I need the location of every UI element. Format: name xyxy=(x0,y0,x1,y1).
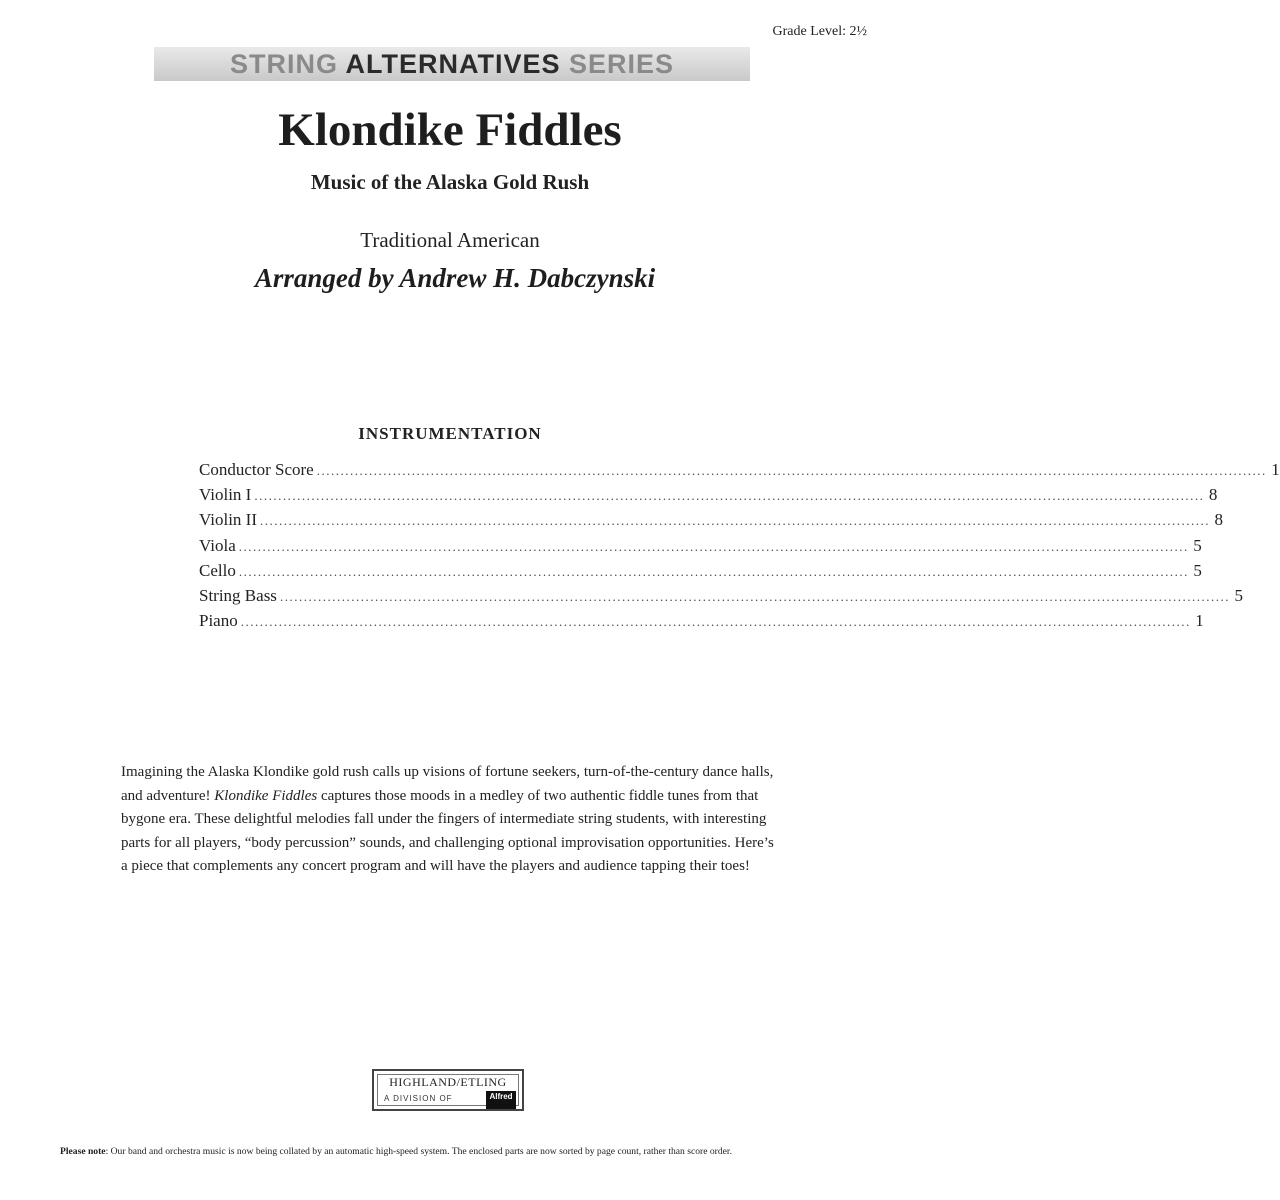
dot-leader: ........................................................................................................................................................................................................ xyxy=(260,513,1210,529)
dot-leader: ........................................................................................................................................................................................................ xyxy=(238,538,1189,554)
description-text-end: captures those moods in a medley of two authentic fiddle tunes from that bygone era. These delightful melodies fall under the fingers of intermediate string students, with interesting parts for all players, “body percussion” sounds, and challenging optional improvisation opportunities. Here’s a piece that complements any concert program and will have the players and audience tapping their toes! xyxy=(121,787,774,875)
piece-subtitle: Music of the Alaska Gold Rush xyxy=(310,170,590,194)
publisher-division: A DIVISION OF xyxy=(384,1094,453,1103)
instrument-count: 1 xyxy=(1195,611,1204,631)
footer-note xyxy=(60,1146,860,1157)
publisher-logo xyxy=(372,1069,524,1111)
instrument-row xyxy=(199,510,1223,535)
instrument-row xyxy=(199,485,1218,510)
instrument-count: 5 xyxy=(1193,535,1202,555)
series-word-string: STRING xyxy=(229,49,346,79)
footer-note-text: : Our band and orchestra music is now being collated by an automatic high-speed system. The enclosed parts are now sorted by page count, rather than score order. xyxy=(105,1146,732,1157)
piece-tradition: Traditional American xyxy=(360,228,540,252)
piece-title: Klondike Fiddles xyxy=(278,104,622,156)
instrument-count: 1 xyxy=(1271,460,1280,479)
alfred-logo-icon: Alfred xyxy=(486,1091,516,1109)
instrumentation-list xyxy=(199,460,1280,636)
instrument-row xyxy=(199,460,1280,485)
dot-leader: ........................................................................................................................................................................................................ xyxy=(238,563,1189,579)
series-word-series: SERIES xyxy=(560,49,675,79)
dot-leader: ........................................................................................................................................................................................................ xyxy=(279,588,1230,604)
grade-level: Grade Level: 2½ xyxy=(772,24,867,39)
instrument-count: 8 xyxy=(1214,510,1223,530)
dot-leader: ........................................................................................................................................................................................................ xyxy=(316,463,1267,478)
instrument-row xyxy=(199,585,1243,611)
instrument-name: Conductor Score xyxy=(199,460,314,479)
piece-description xyxy=(121,761,783,879)
instrument-name: Cello xyxy=(199,560,236,580)
description-text-start: Imagining the Alaska Klondike gold rush calls up visions of fortune seekers, turn-of-the-century dance halls, and adventure! xyxy=(121,764,774,804)
instrument-row xyxy=(199,535,1202,561)
dot-leader: ........................................................................................................................................................................................................ xyxy=(254,488,1205,504)
description-paragraph xyxy=(121,761,783,879)
instrumentation-heading: INSTRUMENTATION xyxy=(358,424,542,443)
publisher-name: HIGHLAND/ETLING xyxy=(389,1075,507,1089)
instrument-count: 5 xyxy=(1193,560,1202,580)
instrument-name: Viola xyxy=(199,535,236,555)
instrument-count: 8 xyxy=(1208,485,1218,505)
series-word-alternatives: ALTERNATIVES xyxy=(345,49,561,79)
instrument-name: Piano xyxy=(199,611,238,631)
series-title xyxy=(154,47,750,81)
instrument-row xyxy=(199,560,1202,586)
instrument-row xyxy=(199,611,1204,636)
instrument-name: Violin I xyxy=(199,485,252,505)
arranger-credit: Arranged by Andrew H. Dabczynski xyxy=(254,263,656,293)
description-title-italic: Klondike Fiddles xyxy=(214,787,318,804)
instrument-count: 5 xyxy=(1234,585,1243,605)
instrument-name: String Bass xyxy=(199,585,277,605)
instrument-name: Violin II xyxy=(199,510,257,530)
footer-note-label: Please note xyxy=(60,1146,106,1157)
dot-leader: ........................................................................................................................................................................................................ xyxy=(240,614,1191,630)
